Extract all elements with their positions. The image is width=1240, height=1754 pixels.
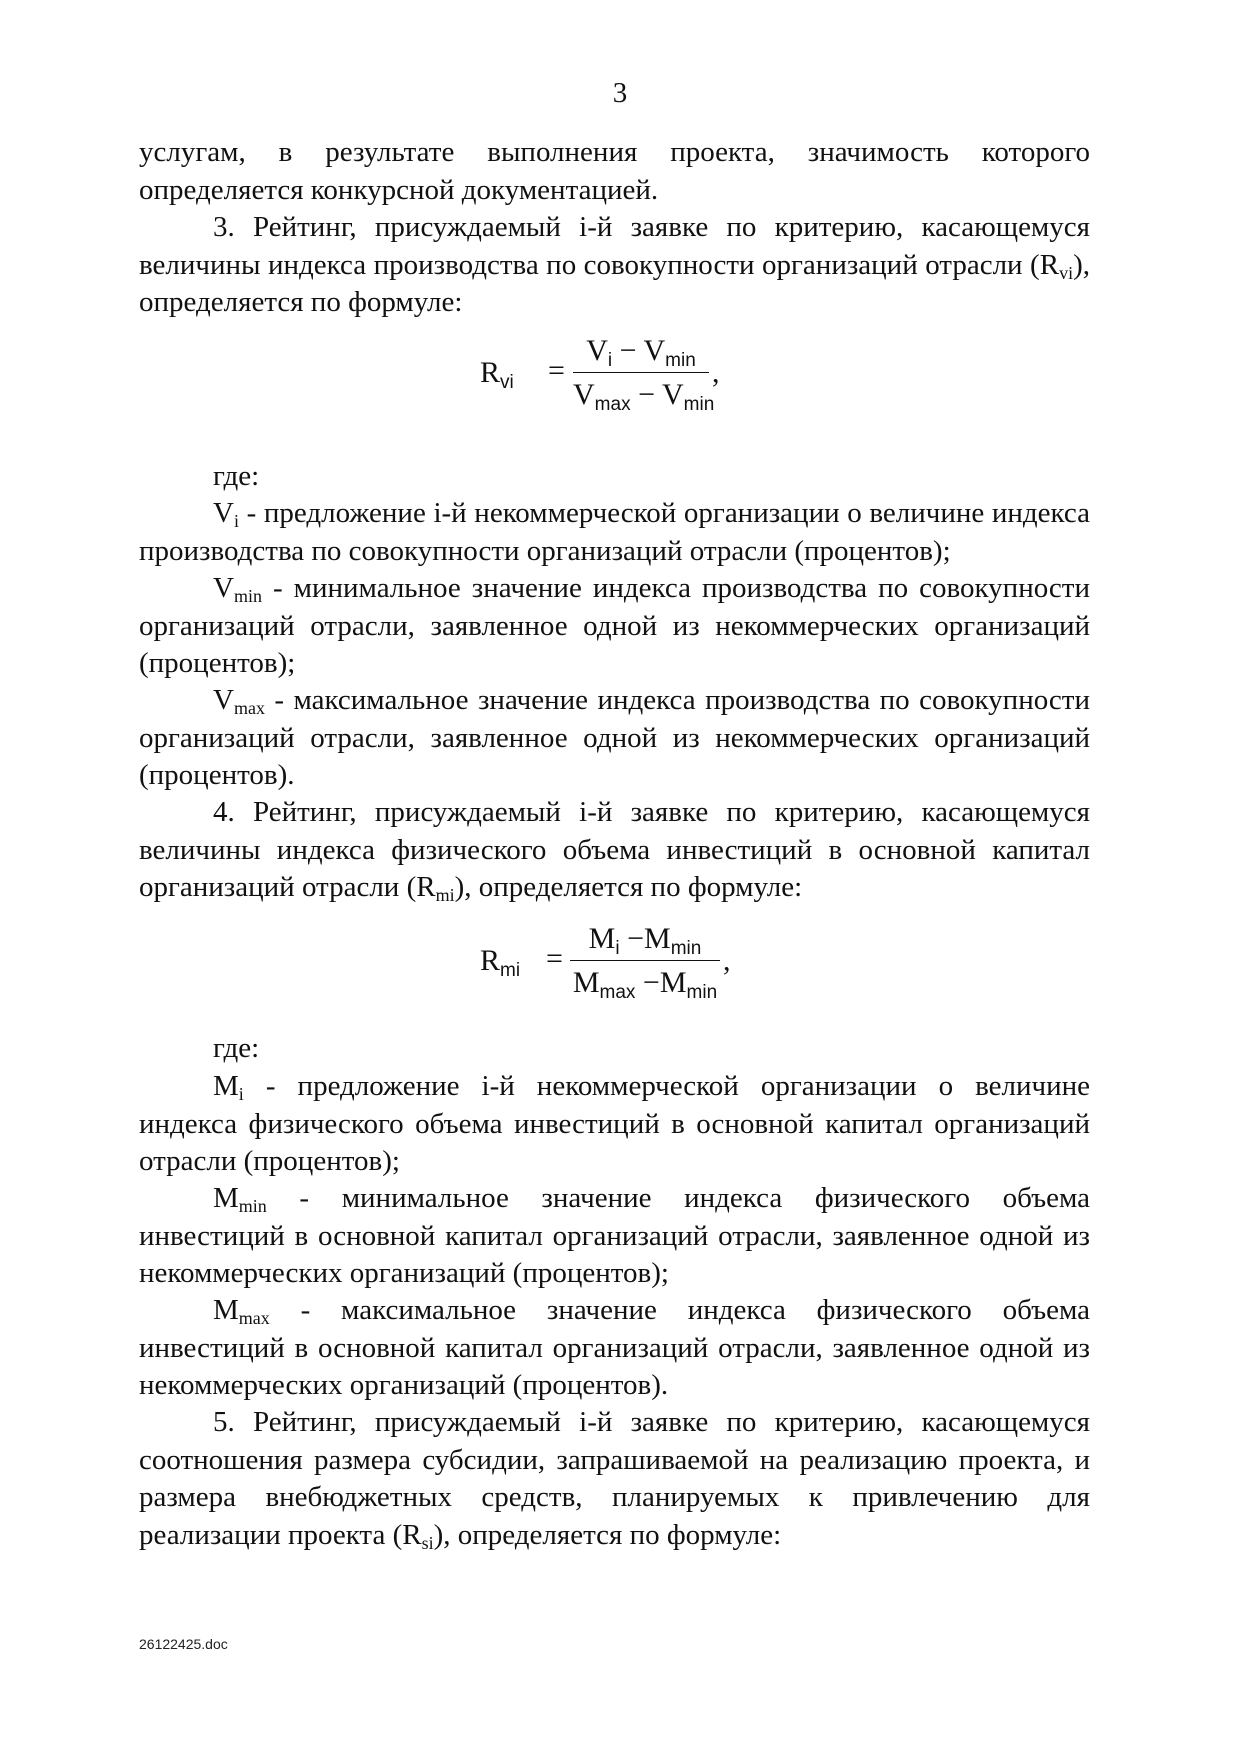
where-label: где: <box>213 1032 260 1064</box>
formula-lhs: $R_{mi}$ <box>480 944 521 981</box>
formula-equals: = <box>546 942 563 975</box>
formula-rating-mi <box>480 918 750 1028</box>
formula-denominator: $M_{max} -M_{min}$ <box>572 966 718 1003</box>
formula-denominator: $V_{max} - V_{min}$ <box>573 378 715 415</box>
definition-v-min: $V_{min}$ - минимальное значение индекса производства по совокупности организаций отрасли, заявленное одной из некоммерческих организаций (процентов); <box>139 572 1090 679</box>
definition-v-max: $V_{max}$ - максимальное значение индекса производства по совокупности организаций отрасли, заявленное одной из некоммерческих организаций (процентов). <box>139 684 1090 791</box>
formula-equals: = <box>548 354 565 387</box>
fraction-bar <box>570 960 720 961</box>
formula-rating-vi <box>480 330 740 440</box>
formula-comma: , <box>723 944 731 977</box>
paragraph-continuation: услугам, в результате выполнения проекта, значимость которого определяется конкурсной документацией. <box>139 136 1090 206</box>
formula-comma: , <box>712 356 720 389</box>
definition-m-min: $M_{min}$ - минимальное значение индекса физического объема инвестиций в основной капитал организаций отрасли, заявленное одной из некоммерческих организаций (процентов); <box>139 1182 1090 1289</box>
formula-numerator: $V_i - V_{min}$ <box>586 334 696 371</box>
where-label: где: <box>213 460 260 492</box>
footer-filename: 26122425.doc <box>139 1636 228 1652</box>
definition-m-i: $M_i$ - предложение i-й некоммерческой организации о величине индекса физического объема инвестиций в основной капитал организаций отрасли (процентов); <box>139 1070 1090 1177</box>
paragraph-5: 5. Рейтинг, присуждаемый i-й заявке по критерию, касающемуся соотношения размера субсидии, запрашиваемой на реализацию проекта, и размера внебюджетных средств, планируемых к привлечению для реализации проекта $(R_{si})$, определяется по формуле: <box>139 1406 1090 1553</box>
page-number: 3 <box>612 77 628 109</box>
definition-m-max: $M_{max}$ - максимальное значение индекса физического объема инвестиций в основной капитал организаций отрасли, заявленное одной из некоммерческих организаций (процентов). <box>139 1294 1090 1401</box>
paragraph-3: 3. Рейтинг, присуждаемый i-й заявке по критерию, касающемуся величины индекса производства по совокупности организаций отрасли $(R_{vi})$, определяется по формуле: <box>139 211 1090 318</box>
paragraph-4: 4. Рейтинг, присуждаемый i-й заявке по критерию, касающемуся величины индекса физического объема инвестиций в основной капитал организаций отрасли $(R_{mi})$, определяется по формуле: <box>139 796 1090 905</box>
formula-lhs: $R_{vi}$ <box>480 356 514 393</box>
fraction-bar <box>573 372 709 373</box>
definition-v-i: $V_i$ - предложение i-й некоммерческой организации о величине индекса производства по совокупности организаций отрасли (процентов); <box>139 497 1090 567</box>
formula-numerator: $M_i -M_{min}$ <box>588 922 702 959</box>
